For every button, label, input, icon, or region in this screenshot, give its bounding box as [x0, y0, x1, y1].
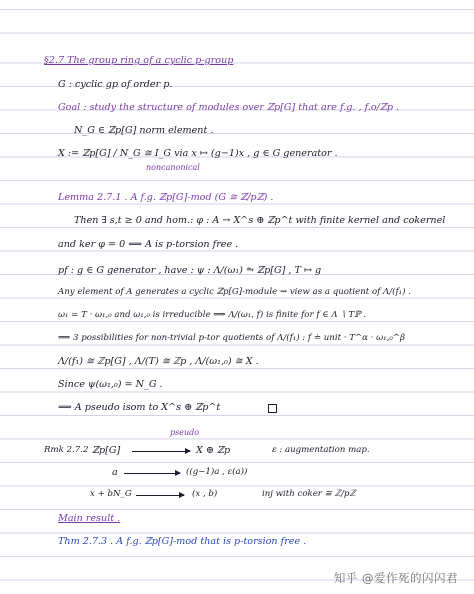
watermark: 知乎 @爱作死的闪闪君 [333, 571, 458, 585]
note-line: Any element of A generates a cyclic ℤp[G]-module ⇝ view as a quotient of Λ/(f₁) . [58, 287, 411, 297]
note-line: ⟹ 3 possibilities for non-trivial p-tor quotients of Λ/(f₁) : f ≐ unit · T^α · ω₁,₀^β [58, 333, 405, 343]
map-arrow [124, 473, 180, 474]
note-line: Λ/(f₁) ≅ ℤp[G] , Λ/(T) ≅ ℤp , Λ/(ω₁,₀) ≅ X . [58, 356, 259, 367]
section-heading: §2.7 The group ring of a cyclic p-group [44, 55, 234, 66]
remark-coker: inj with coker ≅ ℤ/pℤ [262, 489, 356, 499]
note-line: N_G ∈ ℤp[G] norm element . [74, 125, 214, 136]
note-line: G : cyclic gp of order p. [58, 79, 173, 90]
note-line: ω₁ = T · ω₁,₀ and ω₁,₀ is irreducible ⟹ Λ/(ω₁, f) is finite for f ∈ Λ ∖ Tℙ . [58, 310, 367, 320]
note-line: and ker φ = 0 ⟺ A is p-torsion free . [58, 239, 239, 250]
remark-element: a [112, 467, 118, 478]
theorem-line: Thm 2.7.3 . A f.g. ℤp[G]-mod that is p-torsion free . [58, 536, 307, 547]
remark-element: x + bN_G [90, 489, 132, 499]
map-arrow [136, 495, 184, 496]
note-line: X := ℤp[G] / N_G ≅ I_G via x ↦ (g−1)x , g ∈ G generator . [58, 148, 338, 159]
remark-label: Rmk 2.7.2 [44, 445, 89, 455]
remark-source: ℤp[G] [92, 445, 121, 456]
note-line: Since ψ(ω₁,₀) = N_G . [58, 379, 163, 390]
remark-image: (x , b) [192, 489, 218, 499]
map-arrow [132, 451, 190, 452]
goal-line: Goal : study the structure of modules over ℤp[G] that are f.g. , f.o/ℤp . [58, 102, 400, 113]
lemma-heading: Lemma 2.7.1 . A f.g. ℤp[G]-mod (G ≅ ℤ/pℤ) . [58, 192, 274, 203]
remark-target: X ⊕ ℤp [196, 445, 231, 456]
note-line: Then ∃ s,t ≥ 0 and hom.: φ : A → X^s ⊕ ℤp^t with finite kernel and cokernel [74, 215, 446, 226]
remark-epsilon: ε : augmentation map. [272, 445, 370, 455]
qed-box [268, 404, 277, 413]
noncanonical-note: noncanonical [146, 163, 200, 172]
main-result-heading: Main result . [58, 513, 121, 524]
pseudo-note: pseudo [170, 428, 200, 437]
proof-line: pf : g ∈ G generator , have : ψ : Λ/(ω₁) ⥲ ℤp[G] , T ↦ g [58, 265, 322, 276]
note-line: ⟹ A pseudo isom to X^s ⊕ ℤp^t [58, 402, 221, 413]
remark-image: ((g−1)a , ε(a)) [186, 467, 248, 477]
